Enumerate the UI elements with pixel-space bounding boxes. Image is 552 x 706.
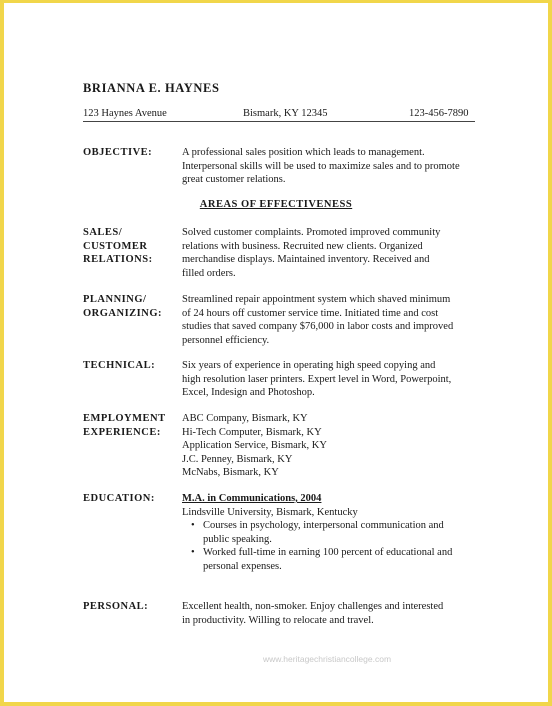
employment-label-line: EMPLOYMENT: [83, 413, 166, 424]
employment-label-line: EXPERIENCE:: [83, 426, 161, 438]
technical-line: high resolution laser printers. Expert level in Word, Powerpoint,: [182, 373, 452, 385]
technical-text: [182, 359, 482, 400]
objective-text: [182, 146, 482, 187]
personal-line: Excellent health, non-smoker. Enjoy challenges and interested: [182, 601, 444, 612]
education-text: [182, 492, 482, 573]
personal-text: [182, 600, 482, 627]
planning-line: studies that saved company $76,000 in labor costs and improved: [182, 321, 454, 332]
bullet-line: • Worked full-time in earning 100 percent of educational and: [203, 547, 453, 558]
education-bullet: [191, 546, 482, 573]
objective-label: OBJECTIVE:: [83, 147, 153, 158]
planning-label-line: ORGANIZING:: [83, 307, 163, 319]
sales-line: relations with business. Recruited new clients. Organized: [182, 240, 423, 252]
sales-label-line: CUSTOMER: [83, 240, 148, 252]
employer-line: Hi-Tech Computer, Bismark, KY: [182, 426, 322, 438]
resume-page: [4, 3, 548, 702]
technical-label: TECHNICAL:: [83, 360, 156, 371]
education-label: EDUCATION:: [83, 493, 155, 504]
employment-label: [83, 412, 183, 439]
personal-line: in productivity. Willing to relocate and travel.: [182, 614, 374, 626]
degree-title: M.A. in Communications, 2004: [182, 493, 322, 504]
planning-label-line: PLANNING/: [83, 294, 147, 305]
bullet-line: public speaking.: [203, 533, 272, 545]
header-divider: [83, 121, 475, 122]
employer-line: Application Service, Bismark, KY: [182, 440, 327, 451]
education-bullets: [182, 519, 482, 573]
technical-line: Excel, Indesign and Photoshop.: [182, 387, 315, 398]
planning-line: of 24 hours off customer service time. Initiated time and cost: [182, 307, 439, 319]
objective-line: great customer relations.: [182, 174, 286, 185]
sales-label-line: SALES/: [83, 227, 123, 238]
phone-number: 123-456-7890: [409, 108, 469, 119]
objective-line: Interpersonal skills will be used to maximize sales and to promote: [182, 160, 460, 172]
sales-line: filled orders.: [182, 267, 236, 279]
areas-heading: AREAS OF EFFECTIVENESS: [199, 199, 353, 210]
school-line: Lindsville University, Bismark, Kentucky: [182, 506, 358, 518]
sales-line: Solved customer complaints. Promoted improved community: [182, 227, 441, 238]
bullet-line: • Courses in psychology, interpersonal communication and: [203, 520, 444, 531]
watermark: www.heritagechristiancollege.com: [263, 654, 392, 664]
planning-text: [182, 293, 482, 347]
planning-label: [83, 293, 183, 320]
employer-line: ABC Company, Bismark, KY: [182, 413, 308, 424]
employer-line: McNabs, Bismark, KY: [182, 467, 279, 478]
address: 123 Haynes Avenue: [83, 108, 167, 119]
city-state-zip: Bismark, KY 12345: [243, 108, 328, 119]
employer-line: J.C. Penney, Bismark, KY: [182, 453, 293, 465]
sales-label-line: RELATIONS:: [83, 254, 153, 265]
objective-line: A professional sales position which leads to management.: [182, 147, 425, 158]
sales-label: [83, 226, 183, 267]
sales-text: [182, 226, 482, 280]
personal-label: PERSONAL:: [83, 601, 149, 612]
sales-line: merchandise displays. Maintained inventory. Received and: [182, 254, 430, 265]
planning-line: Streamlined repair appointment system which shaved minimum: [182, 294, 451, 305]
education-bullet: [191, 519, 482, 546]
bullet-line: personal expenses.: [203, 560, 282, 572]
employment-text: [182, 412, 482, 480]
resume-name: BRIANNA E. HAYNES: [83, 81, 220, 95]
technical-line: Six years of experience in operating high speed copying and: [182, 360, 436, 371]
planning-line: personnel efficiency.: [182, 334, 270, 346]
